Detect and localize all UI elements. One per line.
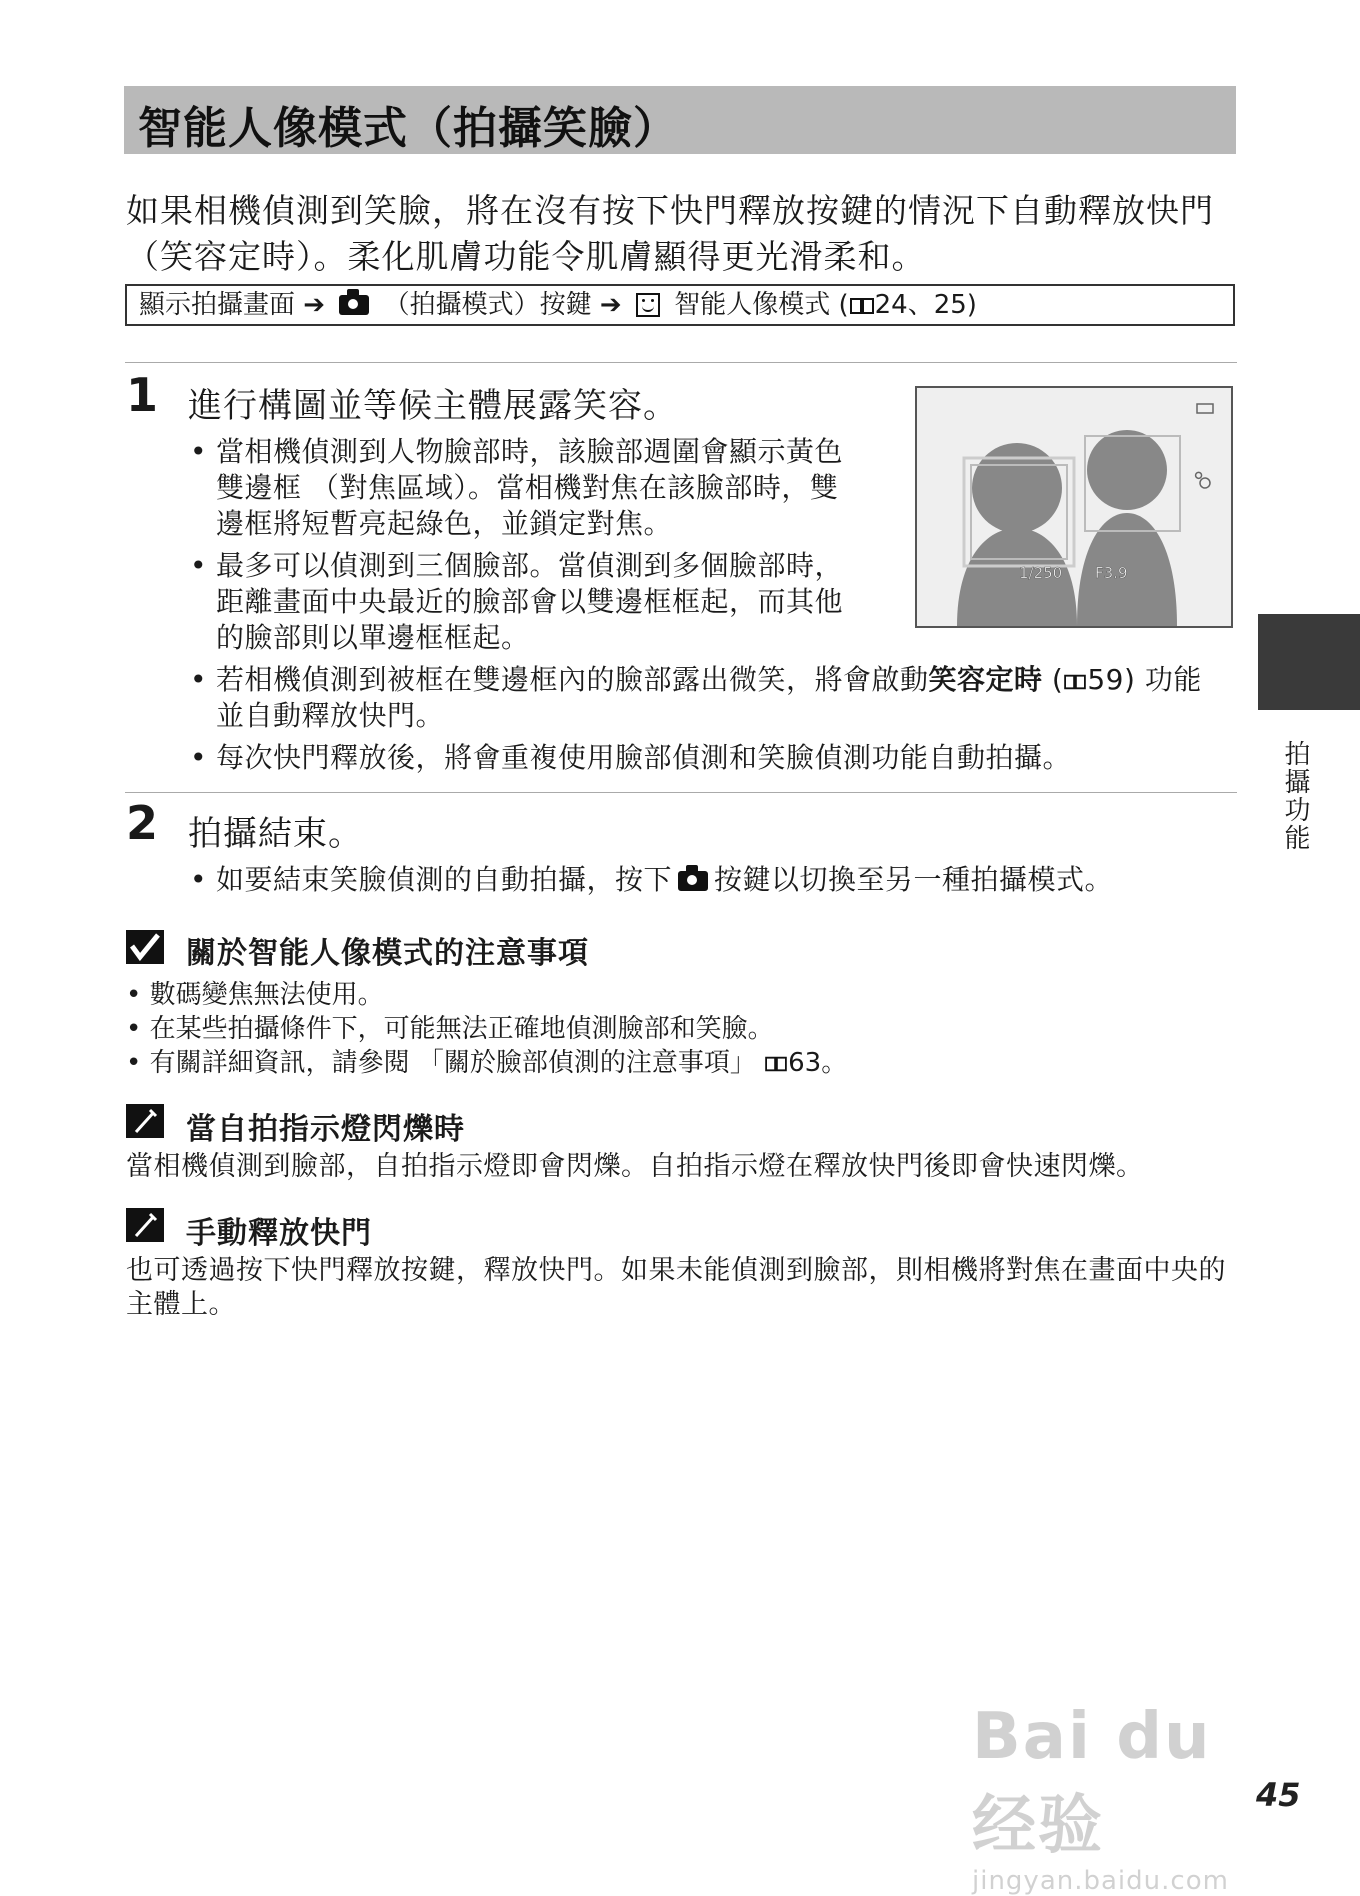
preview-graphic <box>917 388 1231 626</box>
title-bar <box>124 86 1236 154</box>
baidu-watermark: Bai du 经验 jingyan.baidu.com <box>972 1700 1229 1896</box>
camera-icon <box>339 295 369 315</box>
book-ref-icon <box>764 1055 788 1073</box>
smile-timer-term: 笑容定時 <box>928 663 1043 696</box>
note-1-item: • 在某些拍攝條件下，可能無法正確地偵測臉部和笑臉。 <box>126 1014 774 1044</box>
chapter-tab <box>1258 614 1360 710</box>
step-2-bullet-1: • 如要結束笑臉偵測的自動拍攝，按下 按鍵以切換至另一種拍攝模式。 <box>190 863 1114 896</box>
page-title: 智能人像模式（拍攝笑臉） <box>138 103 678 154</box>
note-2-text: 當相機偵測到臉部，自拍指示燈即會閃爍。自拍指示燈在釋放快門後即會快速閃爍。 <box>126 1151 1144 1182</box>
camera-icon <box>678 871 708 891</box>
step-1-number: 1 <box>126 368 159 422</box>
page-number: 45 <box>1256 1776 1301 1814</box>
note-3-text: 也可透過按下快門釋放按鍵，釋放快門。如果未能偵測到臉部，則相機將對焦在畫面中央的 主體上。 <box>126 1255 1226 1320</box>
step-1-title: 進行構圖並等候主體展露笑容。 <box>188 386 678 426</box>
step-2-number: 2 <box>126 796 159 850</box>
note-1-item: • 有關詳細資訊，請參閱 「關於臉部偵測的注意事項」 63。 <box>126 1048 848 1078</box>
chapter-label: 拍攝功能 <box>1280 740 1310 852</box>
checkmark-note-icon <box>126 930 164 964</box>
step-1-bullet-3: • 若相機偵測到被框在雙邊框內的臉部露出微笑，將會啟動笑容定時 ( 59) 功能 並自動釋放快門。 <box>190 663 1202 732</box>
pencil-note-icon <box>126 1208 164 1242</box>
step-2-title: 拍攝結束。 <box>188 814 363 854</box>
path-part-1: 顯示拍攝畫面 ➔ <box>139 290 326 320</box>
note-1-heading: 關於智能人像模式的注意事項 <box>186 936 589 971</box>
step-1-bullet-4: • 每次快門釋放後，將會重複使用臉部偵測和笑臉偵測功能自動拍攝。 <box>190 741 1072 774</box>
step-1-bullet-2: • 最多可以偵測到三個臉部。當偵測到多個臉部時， 距離畫面中央最近的臉部會以雙邊框框起，而其他 的臉部則以單邊框框起。 <box>190 549 844 654</box>
book-ref-icon <box>849 296 875 316</box>
camera-preview-illustration <box>915 386 1233 628</box>
smile-portrait-icon <box>636 293 660 317</box>
divider <box>125 362 1237 363</box>
intro-paragraph <box>126 188 1236 280</box>
note-2-heading: 當自拍指示燈閃爍時 <box>186 1112 465 1147</box>
path-part-3: 智能人像模式 ( <box>674 290 849 320</box>
aperture: F3.9 <box>1095 564 1128 582</box>
menu-path-box <box>125 284 1235 326</box>
note-1-item: • 數碼變焦無法使用。 <box>126 980 384 1010</box>
intro-line-2: （笑容定時）。柔化肌膚功能令肌膚顯得更光滑柔和。 <box>126 237 926 276</box>
intro-line-1: 如果相機偵測到笑臉，將在沒有按下快門釋放按鍵的情況下自動釋放快門 <box>126 191 1214 230</box>
note-3-heading: 手動釋放快門 <box>186 1216 372 1251</box>
book-ref-icon <box>1063 673 1087 691</box>
path-part-2: （拍攝模式）按鍵 ➔ <box>383 290 622 320</box>
shutter-speed: 1/250 <box>1019 564 1063 582</box>
step-1-bullet-1: • 當相機偵測到人物臉部時，該臉部週圍會顯示黃色 雙邊框 （對焦區域）。當相機對焦在該臉部時，雙 邊框將短暫亮起綠色，並鎖定對焦。 <box>190 435 844 540</box>
divider <box>125 792 1237 793</box>
pencil-note-icon <box>126 1104 164 1138</box>
note-1-list <box>126 978 1226 1080</box>
path-part-4: 24、25) <box>874 290 977 320</box>
